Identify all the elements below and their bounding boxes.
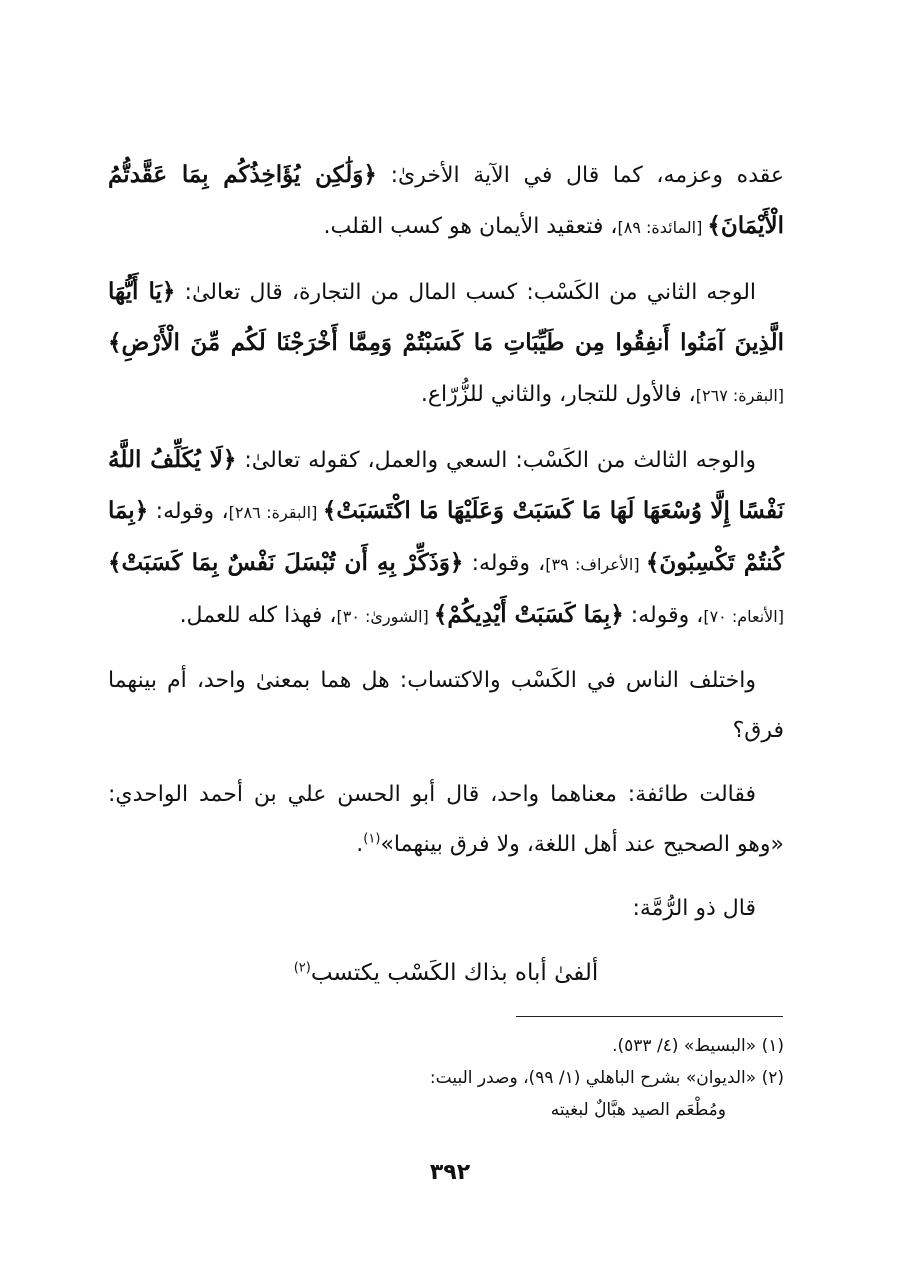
main-text <box>108 150 784 998</box>
paragraph-6: قال ذو الرُّمَّة: <box>632 896 756 921</box>
text-run: . <box>356 832 364 857</box>
text-run: عقده وعزمه، كما قال في الآية الأخرىٰ: <box>376 163 784 188</box>
footnotes <box>108 1030 784 1126</box>
text-run: ، فالأول للتجار، والثاني للزُّرّاع. <box>420 382 696 407</box>
paragraph-5 <box>108 770 784 870</box>
surah-reference: [المائدة: ٨٩] <box>617 218 708 237</box>
footnote-separator <box>516 1016 783 1017</box>
text-run: فقالت طائفة: معناهما واحد، قال أبو الحسن علي بن أحمد الواحدي: «وهو الصحيح عند أهل اللغة، ولا فرق بينهما» <box>108 782 784 857</box>
text-run: ، وقوله: <box>463 551 546 576</box>
footnote-2 <box>108 1062 784 1094</box>
text-run: ، وقوله: <box>148 499 229 524</box>
verse-text <box>294 948 599 998</box>
quran-quote: ﴿لَا يُكَلِّفُ اللَّهُ نَفْسًا إِلَّا وُسْعَهَا لَهَا مَا كَسَبَتْ وَعَلَيْهَا مَا اكْتَسَبَتْ﴾ <box>108 446 784 524</box>
surah-reference: [الأعراف: ٣٩] <box>545 555 646 574</box>
surah-reference: [البقرة: ٢٨٦] <box>228 503 323 522</box>
paragraph-3 <box>108 435 784 642</box>
page-number: ٣٩٢ <box>429 1160 471 1185</box>
footnote-number: (١) <box>761 1036 784 1056</box>
surah-reference: [الأنعام: ٧٠] <box>703 607 784 626</box>
quran-quote: ﴿بِمَا كُنتُمْ تَكْسِبُونَ﴾ <box>108 497 784 576</box>
surah-reference: [الشورىٰ: ٣٠] <box>336 607 434 626</box>
footnote-marker[interactable]: (١) <box>363 831 381 847</box>
text-run: ، وقوله: <box>623 603 704 628</box>
footnote-text: «البسيط» (٤/ ٥٣٣). <box>612 1036 757 1056</box>
text-run: ، فتعقيد الأيمان هو كسب القلب. <box>323 214 618 239</box>
verse-words: ألفىٰ أباه بذاك الكَسْب يكتسب <box>310 960 599 986</box>
surah-reference: [البقرة: ٢٦٧] <box>695 386 784 405</box>
text-run: والوجه الثالث من الكَسْب: السعي والعمل، كقوله تعالىٰ: <box>236 448 756 473</box>
quran-quote: ﴿بِمَا كَسَبَتْ أَيْدِيكُمْ﴾ <box>433 601 624 628</box>
quran-quote: ﴿يَا أَيُّهَا الَّذِينَ آمَنُوا أَنفِقُوا مِن طَيِّبَاتِ مَا كَسَبْتُمْ وَمِمَّا أَخْرَجْنَا لَكُم مِّنَ الْأَرْضِ﴾ <box>108 278 784 356</box>
quran-quote: ﴿وَلَٰكِن يُؤَاخِذُكُم بِمَا عَقَّدتُّمُ الْأَيْمَانَ﴾ <box>108 161 784 239</box>
footnote-marker[interactable]: (٢) <box>293 960 311 976</box>
quran-quote: ﴿وَذَكِّرْ بِهِ أَن تُبْسَلَ نَفْسٌ بِمَا كَسَبَتْ﴾ <box>108 549 464 576</box>
text-run: الوجه الثاني من الكَسْب: كسب المال من التجارة، قال تعالىٰ: <box>175 280 757 305</box>
poetry-verse <box>108 948 784 998</box>
paragraph-2 <box>108 267 784 421</box>
paragraph-4: واختلف الناس في الكَسْب والاكتساب: هل هما بمعنىٰ واحد، أم بينهما فرق؟ <box>108 668 784 743</box>
footnote-2-verse: ومُطْعَم الصيد هبَّالٌ لبغيته <box>550 1100 726 1120</box>
footnote-1 <box>108 1030 784 1062</box>
paragraph-1 <box>108 150 784 253</box>
footnote-number: (٢) <box>761 1068 784 1088</box>
footnote-text: «الديوان» بشرح الباهلي (١/ ٩٩)، وصدر البيت: <box>429 1068 757 1088</box>
text-run: ، فهذا كله للعمل. <box>179 603 337 628</box>
